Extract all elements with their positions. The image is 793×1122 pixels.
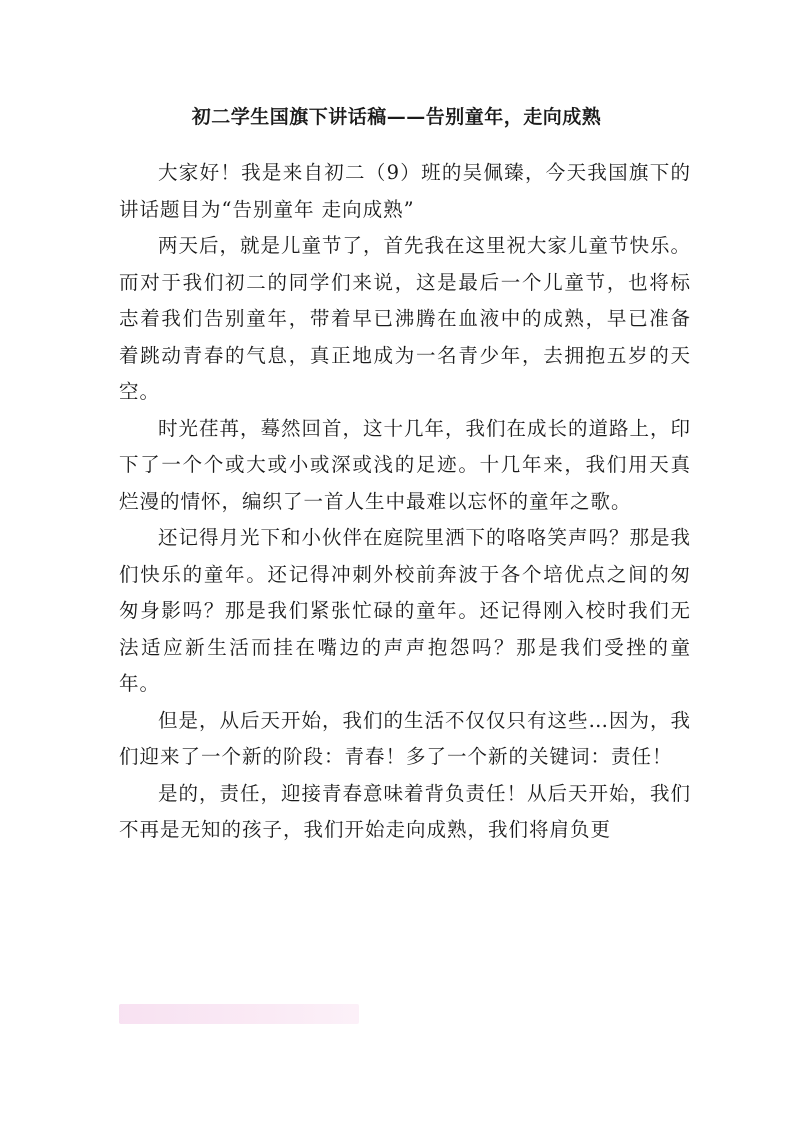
faded-watermark-line	[119, 1004, 359, 1024]
page-title: 初二学生国旗下讲话稿——告别童年，走向成熟	[191, 106, 602, 128]
paragraph-new-stage: 但是，从后天开始，我们的生活不仅仅只有这些…因为，我们迎来了一个新的阶段：青春！多了一个新的关键词：责任！	[119, 708, 692, 768]
paragraph-time-passes: 时光荏苒，蓦然回首，这十几年，我们在成长的道路上，印下了一个个或大或小或深或浅的足迹。十几年来，我们用天真烂漫的情怀，编织了一首人生中最难以忘怀的童年之歌。	[119, 416, 692, 513]
paragraph-greeting: 大家好！我是来自初二（9）班的吴佩臻，今天我国旗下的讲话题目为“告别童年 走向成熟”	[119, 161, 691, 221]
paragraph-memories: 还记得月光下和小伙伴在庭院里洒下的咯咯笑声吗？那是我们快乐的童年。还记得冲刺外校前奔波于各个培优点之间的匆匆身影吗？那是我们紧张忙碌的童年。还记得刚入校时我们无法适应新生活而挂在嘴边的声声抱怨吗？那是我们受挫的童年。	[119, 526, 692, 695]
paragraph-responsibility: 是的，责任，迎接青春意味着背负责任！从后天开始，我们不再是无知的孩子，我们开始走向成熟，我们将肩负更	[119, 781, 692, 841]
document-body	[119, 155, 691, 849]
paragraph-childrens-day: 两天后，就是儿童节了，首先我在这里祝大家儿童节快乐。而对于我们初二的同学们来说，这是最后一个儿童节，也将标志着我们告别童年，带着早已沸腾在血液中的成熟，早已准备着跳动青春的气息，真正地成为一名青少年，去拥抱五岁的天空。	[119, 234, 692, 403]
